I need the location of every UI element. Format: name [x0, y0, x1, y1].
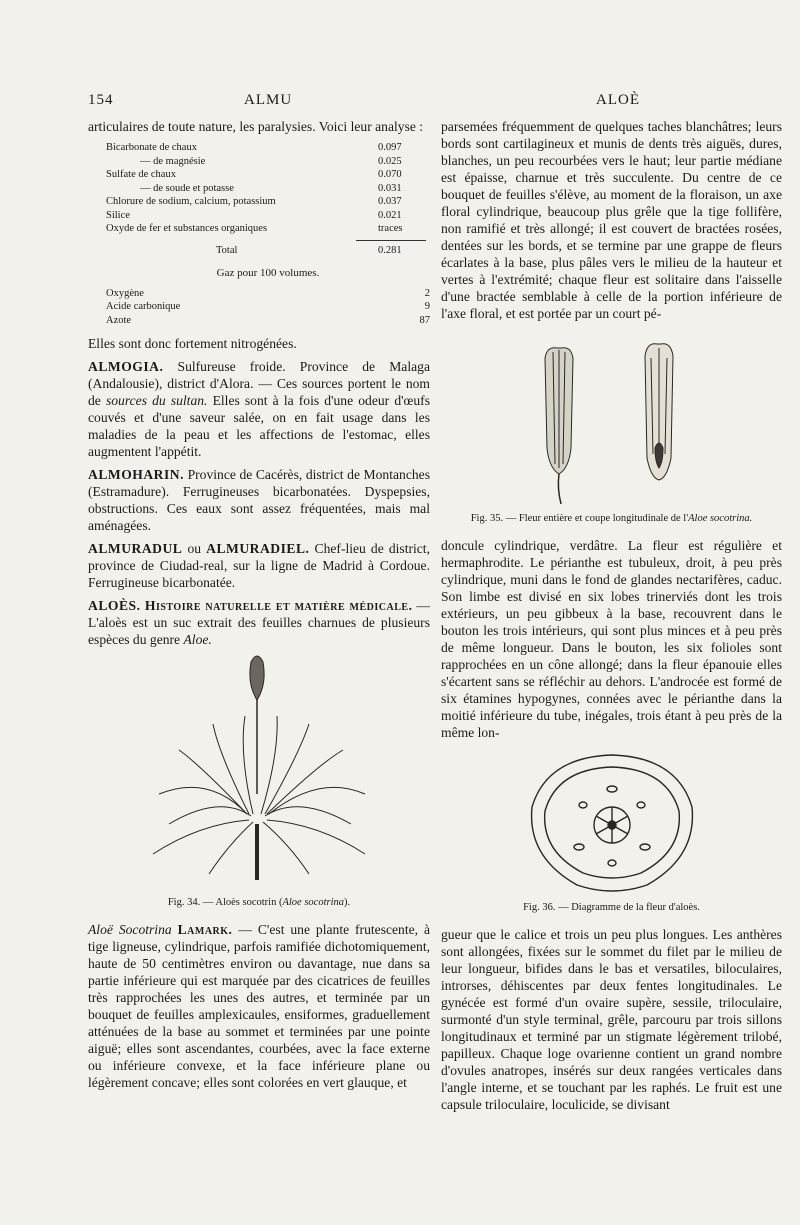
entry-almuradul: ALMURADUL ou ALMURADIEL. Chef-lieu de district, province de Ciudad-real, sur la ligne de Madrid à Cordoue. Ferrugineuse bicarbonatée. [88, 541, 430, 590]
aloe-plant-illustration [139, 654, 379, 890]
gas-row: Acide carbonique 9 [106, 301, 430, 312]
entry-almogia: ALMOGIA. Sulfureuse froide. Province de Malaga (Andalousie), district d'Alora. — Ces sources portent le nom de sources du sultan. Elles sont à la fois d'une odeur d'œufs couvés et d'une saveur salée, on en fait usage dans les maladies de la peau et les affections de l'estomac, elles augmentent l'appétit. [88, 359, 430, 459]
analysis-row: Chlorure de sodium, calcium, potassium 0.037 [106, 196, 402, 207]
left-column [88, 118, 430, 1097]
fig36-caption: Fig. 36. — Diagramme de la fleur d'aloès. [523, 902, 700, 913]
right-column [441, 118, 782, 1119]
gas-table-title: Gaz pour 100 volumes. [216, 267, 320, 279]
socotrina-description: Aloë Socotrina Lamark. — C'est une plante frutescente, à tige ligneuse, cylindrique, parfois ramifiée dichotomiquement, haute de 50 centimètres environ ou davantage, nue dans sa partie inférieure qui est marquée par des cicatrices de feuilles très rapprochées les unes des autres, et terminée par un bouquet de feuilles amplexicaules, ensiformes, graduellement atténuées de la base au sommet et terminées par une pointe aiguë; elles sont ascendantes, courbées, avec la face externe ou inférieure convexe, et la face inférieure plane ou légèrement concave; elles sont colorées en vert glauque, et [88, 922, 430, 1090]
analysis-row: — de magnésie 0.025 [140, 155, 402, 167]
flower-diagram [487, 747, 737, 895]
gas-row: Azote 87 [106, 314, 430, 326]
analysis-row: Sulfate de chaux 0.070 [106, 169, 402, 180]
entry-almoharin: ALMOHARIN. Province de Cacérès, district de Montanches (Estramadure). Ferrugineuses bicarbonatées. Dyspepsies, obstructions. Ces eaux sont assez fréquentées, mais mal aménagées. [88, 467, 430, 533]
fig35-caption: Fig. 35. — Fleur entière et coupe longitudinale de l'Aloe socotrina. [470, 513, 753, 524]
analysis-total-row: Total 0.281 [216, 244, 402, 256]
entry-aloes: ALOÈS. Histoire naturelle et matière médicale. — L'aloès est un suc extrait des feuilles charnues de plusieurs espèces du genre Aloe. [88, 598, 430, 647]
conclusion-text: Elles sont donc fortement nitrogénées. [88, 336, 297, 351]
analysis-row: — de soude et potasse 0.031 [140, 182, 402, 194]
paragraph-2: doncule cylindrique, verdâtre. La fleur est régulière et hermaphrodite. Le périanthe est tubuleux, droit, à peu près cylindrique, muni dans le fond de glandes nectarifères, caduc. Son limbe est divisé en six lobes trinerviés dont les trois extérieurs, un peu gibbeux à la base, recouvrent dans le bouton les trois intérieurs, qui sont plus minces et à peu près de même longueur. Dans le bouton, les six folioles sont rapprochées en un cône allongé; dans la fleur épanouie elles s'écartent sans se réfléchir au dehors. L'androcée est formé de six étamines hypogynes, connées avec le périanthe dans la moitié inférieure du tube, inégales, trois étant à peu près de la même lon- [441, 538, 782, 740]
analysis-row: Silice 0.021 [106, 209, 402, 221]
paragraph-3: gueur que le calice et trois un peu plus longues. Les anthères sont allongées, fixées sur le sommet du filet par le milieu de leur longueur, bifides dans le bas et versatiles, biloculaires, introrses, déhiscentes par deux fentes longitudinales. Le gynécée est formé d'un ovaire supère, sessile, triloculaire, surmonté d'un style terminal, grêle, parcouru par trois sillons longitudinaux et terminé par un stigmate légèrement trilobé, papilleux. Chaque loge ovarienne contient un grand nombre d'ovules anatropes, insérés sur deux rangées verticales dans l'angle interne, et se touchant par les raphés. Le fruit est une capsule triloculaire, loculicide, se divisant [441, 927, 782, 1112]
analysis-row: Oxyde de fer et substances organiques traces [106, 223, 403, 234]
fig34-caption: Fig. 34. — Aloès socotrin (Aloe socotrina). [167, 897, 351, 908]
intro-text: articulaires de toute nature, les paralysies. Voici leur analyse : [88, 119, 424, 134]
running-title-right: ALOÈ [596, 92, 640, 108]
total-rule [356, 240, 426, 241]
paragraph-1: parsemées fréquemment de quelques taches blanchâtres; leurs bords sont cartilagineux et munis de dents très aiguës, dures, blanches, un peu recourbées vers le haut; leur partie médiane est épaisse, charnue et très succulente. Du centre de ce bouquet de feuilles s'élève, au moment de la floraison, un axe floral cylindrique, beaucoup plus grêle que la tige follifère, non ramifié et très allongé; il est couvert de bractées rosées, dentées sur les bords, et se termine par une grappe de fleurs écarlates à la base, plus pâles vers le milieu de la hauteur et vertes à l'extrémité; chaque fleur est solitaire dans l'aisselle d'une bractée semblable à celle de la portion inférieure de l'axe floral, et est portée par un court pé- [441, 119, 782, 321]
gas-row: Oxygène 2 [106, 287, 430, 299]
analysis-table [106, 141, 430, 327]
analysis-row: Bicarbonate de chaux 0.097 [106, 142, 402, 153]
page-number: 154 [88, 92, 114, 108]
aloe-flower-illustration [487, 328, 737, 506]
running-title-left: ALMU [244, 92, 293, 108]
